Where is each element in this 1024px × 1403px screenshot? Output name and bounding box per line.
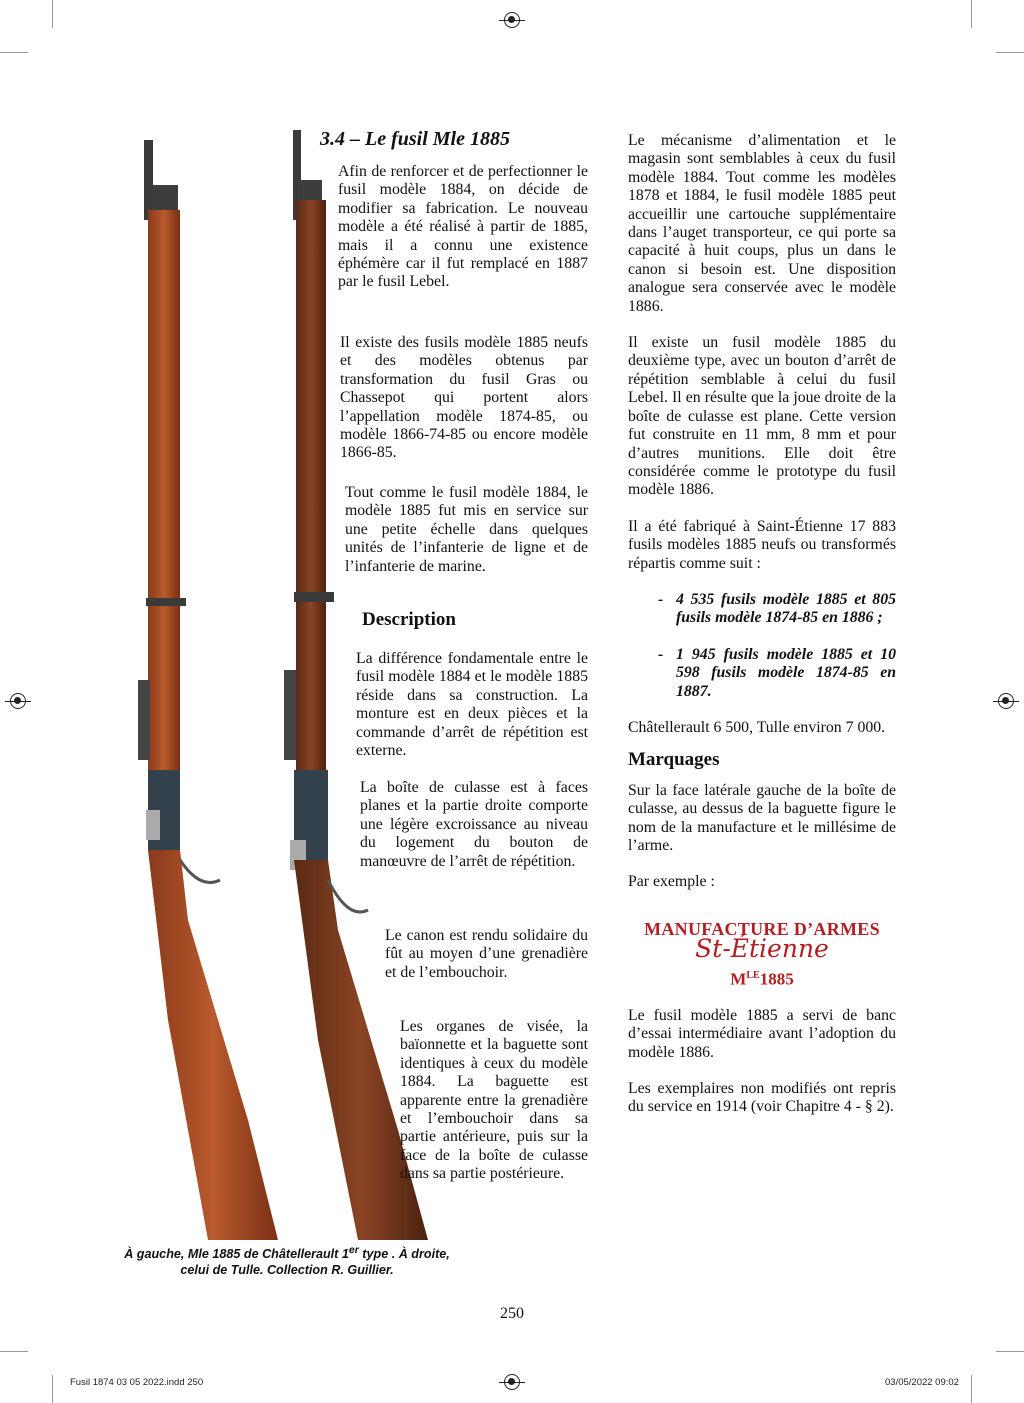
registration-mark-icon — [998, 693, 1014, 709]
crop-mark — [971, 1375, 972, 1403]
description-paragraph: Les organes de visée, la baïonnette et la baguette sont identiques à ceux du modèle 1884. La baguette est apparente entre la grenadière et l’embouchoir dans sa partie antérieure, puis sur la face de la boîte de culasse dans sa partie postérieure. — [400, 1018, 588, 1183]
intro-paragraph: Tout comme le fusil modèle 1884, le modèle 1885 fut mis en service sur une petite échelle dans quelques unités de l’infanterie de ligne et de l’infanterie de marine. — [345, 484, 588, 575]
caption-superscript: er — [348, 1244, 359, 1256]
marquages-heading: Marquages — [628, 749, 720, 771]
registration-mark-icon — [10, 693, 26, 709]
description-paragraph: La boîte de culasse est à faces planes et la partie droite comporte une légère excroissance au niveau du logement du bouton de manœuvre de l’arrêt de répétition. — [360, 779, 588, 870]
description-heading: Description — [362, 609, 456, 630]
right-column — [628, 132, 896, 1135]
body-paragraph: Il existe un fusil modèle 1885 du deuxième type, avec un bouton d’arrêt de répétition semblable à celui du fusil Lebel. Il en résulte que la joue droite de la boîte de culasse est plane. Cette version fut construite en 11 mm, 8 mm et pour d’autres munitions. Elle doit être considérée comme le prototype du fusil modèle 1886. — [628, 334, 896, 499]
marking-model-superscript: LE — [746, 969, 760, 981]
crop-mark — [0, 52, 28, 53]
crop-mark — [0, 1351, 28, 1352]
production-list-item — [628, 646, 896, 701]
crop-mark — [52, 0, 53, 28]
section-title: 3.4 – Le fusil Mle 1885 — [320, 128, 510, 150]
crop-mark — [52, 1375, 53, 1403]
description-paragraph: La différence fondamentale entre le fusil modèle 1884 et le modèle 1885 réside dans sa construction. La monture est en deux pièces et la commande d’arrêt de répétition est externe. — [356, 650, 588, 760]
body-paragraph: Sur la face latérale gauche de la boîte de culasse, au dessus de la baguette figure le nom de la manufacture et le millésime de l’arme. — [628, 781, 896, 854]
description-block — [356, 650, 588, 778]
list-item-text: 4 535 fusils modèle 1885 et 805 fusils modèle 1874-85 en 1886 ; — [676, 590, 896, 627]
production-list-item — [628, 591, 896, 628]
left-rifle — [138, 140, 278, 1240]
crop-mark — [971, 0, 972, 28]
description-block — [400, 1018, 588, 1202]
page-number: 250 — [500, 1305, 524, 1322]
list-item-text: 1 945 fusils modèle 1885 et 10 598 fusils modèle 1874-85 en 1887. — [676, 645, 896, 700]
marking-example — [628, 920, 896, 989]
caption-text: À gauche, Mle 1885 de Châtellerault 1 — [124, 1247, 349, 1262]
description-block — [360, 779, 588, 889]
body-paragraph: Par exemple : — [628, 873, 715, 891]
photo-caption — [122, 1242, 452, 1278]
intro-block — [338, 163, 588, 310]
list-dash: - — [658, 645, 664, 663]
registration-mark-icon — [504, 12, 520, 28]
intro-block — [340, 334, 588, 481]
description-block — [385, 927, 588, 1000]
intro-block — [345, 484, 588, 594]
body-paragraph: Le fusil modèle 1885 a servi de banc d’essai intermédiaire avant l’adoption du modèle 1886. — [628, 1006, 896, 1061]
marking-model-prefix: M — [730, 969, 747, 989]
intro-paragraph: Afin de renforcer et de perfectionner le fusil modèle 1884, on décide de modifier sa fabrication. Le nouveau modèle a été réalisé à partir de 1885, mais il a connu une existence éphémère car il fut remplacé en 1887 par le fusil Lebel. — [338, 163, 588, 291]
description-paragraph: Le canon est rendu solidaire du fût au moyen d’une grenadière et de l’embouchoir. — [385, 927, 588, 981]
body-paragraph: Les exemplaires non modifiés ont repris du service en 1914 (voir Chapitre 4 - § 2). — [628, 1079, 896, 1116]
caption-text: type . À droite, celui de Tulle. Collection R. Guillier. — [180, 1247, 450, 1278]
intro-paragraph: Il existe des fusils modèle 1885 neufs et des modèles obtenus par transformation du fusil Gras ou Chassepot qui portent alors l’appellation modèle 1874-85, ou modèle 1866-74-85 ou encore modèle 1866-85. — [340, 334, 588, 462]
marking-model-year: 1885 — [759, 969, 794, 989]
marking-model — [628, 967, 896, 989]
slug-timestamp: 03/05/2022 09:02 — [885, 1377, 959, 1388]
list-dash: - — [658, 590, 664, 608]
crop-mark — [996, 1351, 1024, 1352]
slug-filename: Fusil 1874 03 05 2022.indd 250 — [70, 1377, 204, 1388]
body-paragraph: Il a été fabriqué à Saint-Étienne 17 883 fusils modèles 1885 neufs ou transformés répartis comme suit : — [628, 517, 896, 572]
crop-mark — [996, 52, 1024, 53]
marking-city: St-Étienne — [695, 934, 829, 964]
body-paragraph: Le mécanisme d’alimentation et le magasin sont semblables à ceux du fusil modèle 1884. Tout comme les modèles 1878 et 1884, le fusil modèle 1885 peut accueillir une cartouche supplémentaire dans l’auget transporteur, ce qui porte sa capacité à huit coups, plus un dans le canon si besoin est. Une disposition analogue sera conservée avec le modèle 1886. — [628, 132, 896, 315]
marking-manufacture: MANUFACTURE D’ARMES — [644, 918, 880, 939]
registration-mark-icon — [504, 1374, 520, 1390]
body-paragraph: Châtellerault 6 500, Tulle environ 7 000. — [628, 718, 886, 736]
